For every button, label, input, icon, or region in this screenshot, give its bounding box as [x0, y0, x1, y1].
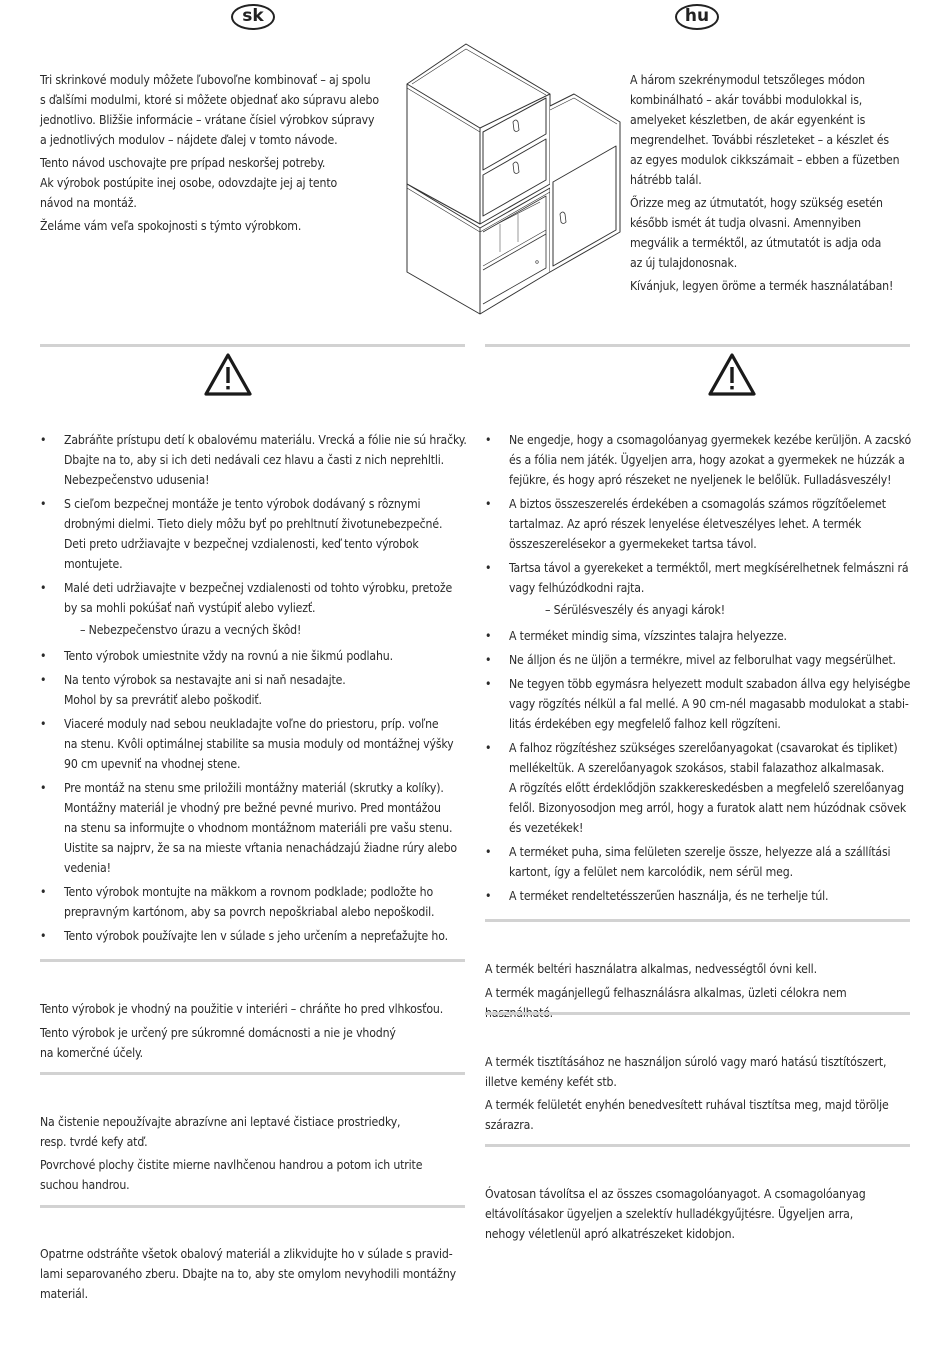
sk-cleaning-paragraph-2: Povrchové plochy čistite mierne navlhčenou handrou a potom ich utrite suchou handrou.	[40, 1158, 423, 1192]
sk-intro-paragraph-3: Želáme vám veľa spokojnosti s týmto výrobkom.	[40, 219, 302, 233]
list-item: • Ne álljon és ne üljön a termékre, mivel az felborulhat vagy megsérülhet.	[485, 650, 915, 670]
bullet-icon: •	[40, 673, 47, 687]
list-item: • Pre montáž na stenu sme priložili montážny materiál (skrutky a kolíky). Montážny materiál je vhodný pre bežné pevné murivo. Pred montážou na stenu sa informujte o vhodnom montážnom materiáli pre vašu stenu. Uistite sa najprv, že sa na mieste vŕtania nenachádzajú žiadne rúry alebo vedenia!	[40, 778, 470, 878]
sk-safety-note: – Nebezpečenstvo úrazu a vecných škôd!	[80, 623, 302, 637]
sk-intro-paragraph-2: Tento návod uschovajte pre prípad neskoršej potreby. Ak výrobok postúpite inej osobe, odovzdajte jej aj tento návod na montáž.	[40, 156, 338, 210]
list-item: • Ne tegyen több egymásra helyezett modult szabadon állva egy helyiségbe vagy rögzítés nélkül a fal mellé. A 90 cm-nél magasabb modulokat a stabi- litás érdekében egy megfelelő falhoz kell rögzíteni.	[485, 674, 915, 734]
list-item: • A falhoz rögzítéshez szükséges szerelőanyagokat (csavarokat és tipliket) mellékeltük. A szerelőanyagok szokásos, stabil falazathoz alkalmasak. A rögzítés előtt érdeklődjön szakkereskedésben a megfelelő szerelőanyag felől. Bizonyosodjon meg arról, hogy a furatok alatt nem húzódnak csövek és vezetékek!	[485, 738, 915, 838]
list-item: • A terméket mindig sima, vízszintes talajra helyezze.	[485, 626, 915, 646]
list-item: • A biztos összeszerelés érdekében a csomagolás számos rögzítőelemet tartalmaz. Az apró részek lenyelése életveszélyes lehet. A termék összeszerelésekor a gyermekeket tartsa távol.	[485, 494, 915, 554]
hu-divider-3	[485, 1012, 910, 1015]
list-item: • Tento výrobok umiestnite vždy na rovnú a nie šikmú podlahu.	[40, 646, 470, 666]
warning-triangle-icon	[707, 352, 757, 398]
cabinet-modules-illustration	[400, 42, 626, 318]
warning-triangle-icon	[203, 352, 253, 398]
bullet-icon: •	[485, 561, 492, 575]
hu-divider-2	[485, 919, 910, 922]
hu-usage-paragraph-2: A termék magánjellegű felhasználásra alkalmas, üzleti célokra nem	[485, 986, 847, 1000]
hu-divider-1	[485, 344, 910, 347]
hu-usage-paragraph-1: A termék beltéri használatra alkalmas, nedvességtől óvni kell.	[485, 962, 817, 976]
bullet-icon: •	[40, 781, 47, 795]
list-item: • Malé deti udržiavajte v bezpečnej vzdialenosti od tohto výrobku, pretože by sa mohli pokúšať naň vystúpiť alebo vyliezť.	[40, 578, 470, 618]
list-item: • A terméket puha, sima felületen szerelje össze, helyezze alá a szállítási kartont, így a felület nem karcolódik, nem sérül meg.	[485, 842, 915, 882]
sk-divider-1	[40, 344, 465, 347]
hu-safety-note: – Sérülésveszély és anyagi károk!	[545, 603, 725, 617]
list-item: • S cieľom bezpečnej montáže je tento výrobok dodávaný s rôznymi drobnými dielmi. Tieto diely môžu byť po prehltnutí životunebezpečné. Deti preto udržiavajte v bezpečnej vzdialenosti, keď tento výrobok montujete.	[40, 494, 470, 574]
hu-intro-paragraph-1: A három szekrénymodul tetszőleges módon kombinálható – akár további modulokkal is, amelyeket készletben, de akár egyenként is megrendelhet. További részleteket – a készlet és az egyes modulok cikkszámait – ebben a füzetben hátrébb talál.	[630, 73, 900, 187]
bullet-icon: •	[485, 845, 492, 859]
bullet-icon: •	[485, 741, 492, 755]
bullet-icon: •	[40, 581, 47, 595]
sk-usage-paragraph-1: Tento výrobok je vhodný na použitie v interiéri – chráňte ho pred vlhkosťou.	[40, 1002, 444, 1016]
bullet-icon: •	[40, 649, 47, 663]
hu-cleaning-paragraph-1: A termék tisztításához ne használjon súroló vagy maró hatású tisztítószert, illetve kemény kefét stb.	[485, 1055, 887, 1089]
list-item: • Tento výrobok montujte na mäkkom a rovnom podklade; podložte ho prepravným kartónom, aby sa povrch nepoškriabal alebo nepoškodil.	[40, 882, 470, 922]
list-item: • Zabráňte prístupu detí k obalovému materiálu. Vrecká a fólie nie sú hračky. Dbajte na to, aby si ich deti nedávali cez hlavu a časti z nich neprehltli. Nebezpečenstvo udusenia!	[40, 430, 470, 490]
hu-intro-paragraph-3: Kívánjuk, legyen öröme a termék használatában!	[630, 279, 894, 293]
sk-divider-2	[40, 959, 465, 962]
bullet-icon: •	[485, 889, 492, 903]
hu-disposal-paragraph: Óvatosan távolítsa el az összes csomagolóanyagot. A csomagolóanyag eltávolításakor ügyeljen a szelektív hulladékgyűjtésre. Ügyeljen arra, nehogy véletlenül apró alkatrészeket kidobjon.	[485, 1187, 866, 1241]
sk-cleaning-paragraph-1: Na čistenie nepoužívajte abrazívne ani leptavé čistiace prostriedky, resp. tvrdé kefy atď.	[40, 1115, 401, 1149]
bullet-icon: •	[485, 653, 492, 667]
language-badge-hu: hu	[675, 4, 719, 30]
sk-disposal-paragraph: Opatrne odstráňte všetok obalový materiál a zlikvidujte ho v súlade s pravid- lami separovaného zberu. Dbajte na to, aby ste omylom nevyhodili montážny materiál.	[40, 1247, 456, 1301]
bullet-icon: •	[485, 497, 492, 511]
hu-safety-list	[485, 430, 915, 910]
list-item: • Tartsa távol a gyerekeket a terméktől, mert megkísérelhetnek felmászni rá vagy felhúzódkodni rajta.	[485, 558, 915, 598]
list-item: • Viaceré moduly nad sebou neukladajte voľne do priestoru, príp. voľne na stenu. Kvôli optimálnej stabilite sa musia moduly od montážnej výšky 90 cm upevniť na vhodnej stene.	[40, 714, 470, 774]
list-item: • Tento výrobok používajte len v súlade s jeho určením a nepreťažujte ho.	[40, 926, 470, 946]
bullet-icon: •	[40, 497, 47, 511]
bullet-icon: •	[485, 433, 492, 447]
sk-intro-paragraph-1: Tri skrinkové moduly môžete ľubovoľne kombinovať – aj spolu s ďalšími modulmi, ktoré si môžete objednať ako súpravu alebo jednotlivo. Bližšie informácie – vrátane čísiel výrobkov súpravy a jednotlivých modulov – nájdete ďalej v tomto návode.	[40, 73, 379, 147]
bullet-icon: •	[40, 433, 47, 447]
hu-cleaning-paragraph-2: A termék felületét enyhén benedvesített ruhával tisztítsa meg, majd törölje szárazra.	[485, 1098, 889, 1132]
bullet-icon: •	[485, 629, 492, 643]
hu-divider-4	[485, 1144, 910, 1147]
bullet-icon: •	[40, 717, 47, 731]
sk-usage-paragraph-2: Tento výrobok je určený pre súkromné domácnosti a nie je vhodný na komerčné účely.	[40, 1026, 396, 1060]
language-badge-sk: sk	[231, 4, 275, 30]
hu-intro-paragraph-2: Őrizze meg az útmutatót, hogy szükség esetén később ismét át tudja olvasni. Amennyiben megválik a terméktől, az útmutatót is adja oda az új tulajdonosnak.	[630, 196, 883, 270]
list-item: • A terméket rendeltetésszerűen használja, és ne terhelje túl.	[485, 886, 915, 906]
list-item: • Na tento výrobok sa nestavajte ani si naň nesadajte. Mohol by sa prevrátiť alebo poškodiť.	[40, 670, 470, 710]
sk-divider-3	[40, 1072, 465, 1075]
bullet-icon: •	[485, 677, 492, 691]
bullet-icon: •	[40, 929, 47, 943]
list-item: • Ne engedje, hogy a csomagolóanyag gyermekek kezébe kerüljön. A zacskó és a fólia nem játék. Ügyeljen arra, hogy azokat a gyermekek ne húzzák a fejükre, és hogy apró részeket ne nyeljenek le belőlük. Fulladásveszély!	[485, 430, 915, 490]
sk-divider-4	[40, 1205, 465, 1208]
sk-safety-list	[40, 430, 470, 950]
bullet-icon: •	[40, 885, 47, 899]
